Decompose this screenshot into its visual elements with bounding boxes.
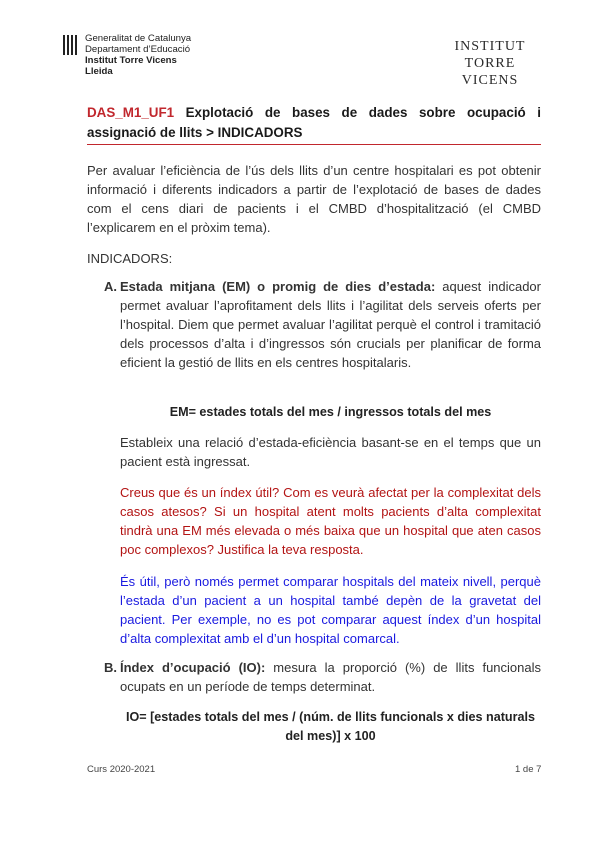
item-b-formula-line-2: del mes)] x 100 <box>285 729 376 743</box>
header-line-2: Departament d’Educació <box>85 44 191 55</box>
item-b-marker: B. <box>104 660 117 675</box>
logo-line-2: TORRE VICENS <box>461 56 519 88</box>
logo-line-1: INSTITUT <box>454 39 526 54</box>
title-text: Explotació de bases de dades sobre ocupació i assignació de llits > INDICADORS <box>87 105 541 140</box>
generalitat-logo-icon <box>63 35 79 55</box>
item-b-formula <box>120 708 541 746</box>
item-b-term: Índex d’ocupació (IO): <box>120 660 266 675</box>
title-code: DAS_M1_UF1 <box>87 105 175 120</box>
footer-course: Curs 2020-2021 <box>87 764 156 775</box>
item-b-text: mesura la proporció (%) de llits funcionals ocupats en un període de temps determinat. <box>120 660 541 694</box>
item-a-text: aquest indicador permet avaluar l’aprofitament dels llits i l’agilitat dels serveis oferts per l’hospital. Diem que permet avaluar l’agilitat perquè el control i tramitació dels processos d’alta i d’ingressos són crucials per planificar de forma eficient la gestió de llits en els centres hospitalaris. <box>120 279 541 370</box>
item-a-explanation: Estableix una relació d’estada-eficiència basant-se en el temps que un pacient està ingressat. <box>120 435 541 469</box>
header-line-1: Generalitat de Catalunya <box>85 33 192 44</box>
header-line-4: Lleida <box>85 66 113 77</box>
item-a-question: Creus que és un índex útil? Com es veurà afectat per la complexitat dels casos atesos? Si un hospital atent molts pacients d’alta complexitat tindrà una EM més elevada o més baixa que un hospital que aten casos poc complexos? Justifica la teva resposta. <box>120 485 541 557</box>
footer-page-number: 1 de 7 <box>515 764 542 775</box>
header-line-3: Institut Torre Vicens <box>85 55 177 66</box>
institut-logo <box>437 38 543 89</box>
indicators-heading: INDICADORS: <box>87 251 173 266</box>
item-a-term: Estada mitjana (EM) o promig de dies d’estada: <box>120 279 436 294</box>
item-a-marker: A. <box>104 279 117 294</box>
item-b-formula-line-1: IO= [estades totals del mes / (núm. de llits funcionals x dies naturals <box>125 710 536 724</box>
title-divider <box>87 144 541 145</box>
item-a-formula: EM= estades totals del mes / ingressos totals del mes <box>169 405 492 419</box>
institution-header <box>85 33 191 77</box>
intro-paragraph: Per avaluar l’eficiència de l’ús dels llits d’un centre hospitalari es pot obtenir informació i diferents indicadors a partir de l’explotació de bases de dades com el cens diari de pacients i el CMBD d’hospitalització (el CMBD l’explicarem en el pròxim tema). <box>87 163 541 235</box>
item-a-paragraph <box>120 277 541 372</box>
item-a-answer: És útil, però només permet comparar hospitals del mateix nivell, perquè l’estada d’un pacient a un hospital també depèn de la gravetat del pacient. Per exemple, no es pot comparar aquest índex d’un hospital d’alta complexitat amb el d’un hospital comarcal. <box>120 574 541 646</box>
document-title <box>87 103 541 143</box>
item-b-paragraph <box>120 658 541 696</box>
